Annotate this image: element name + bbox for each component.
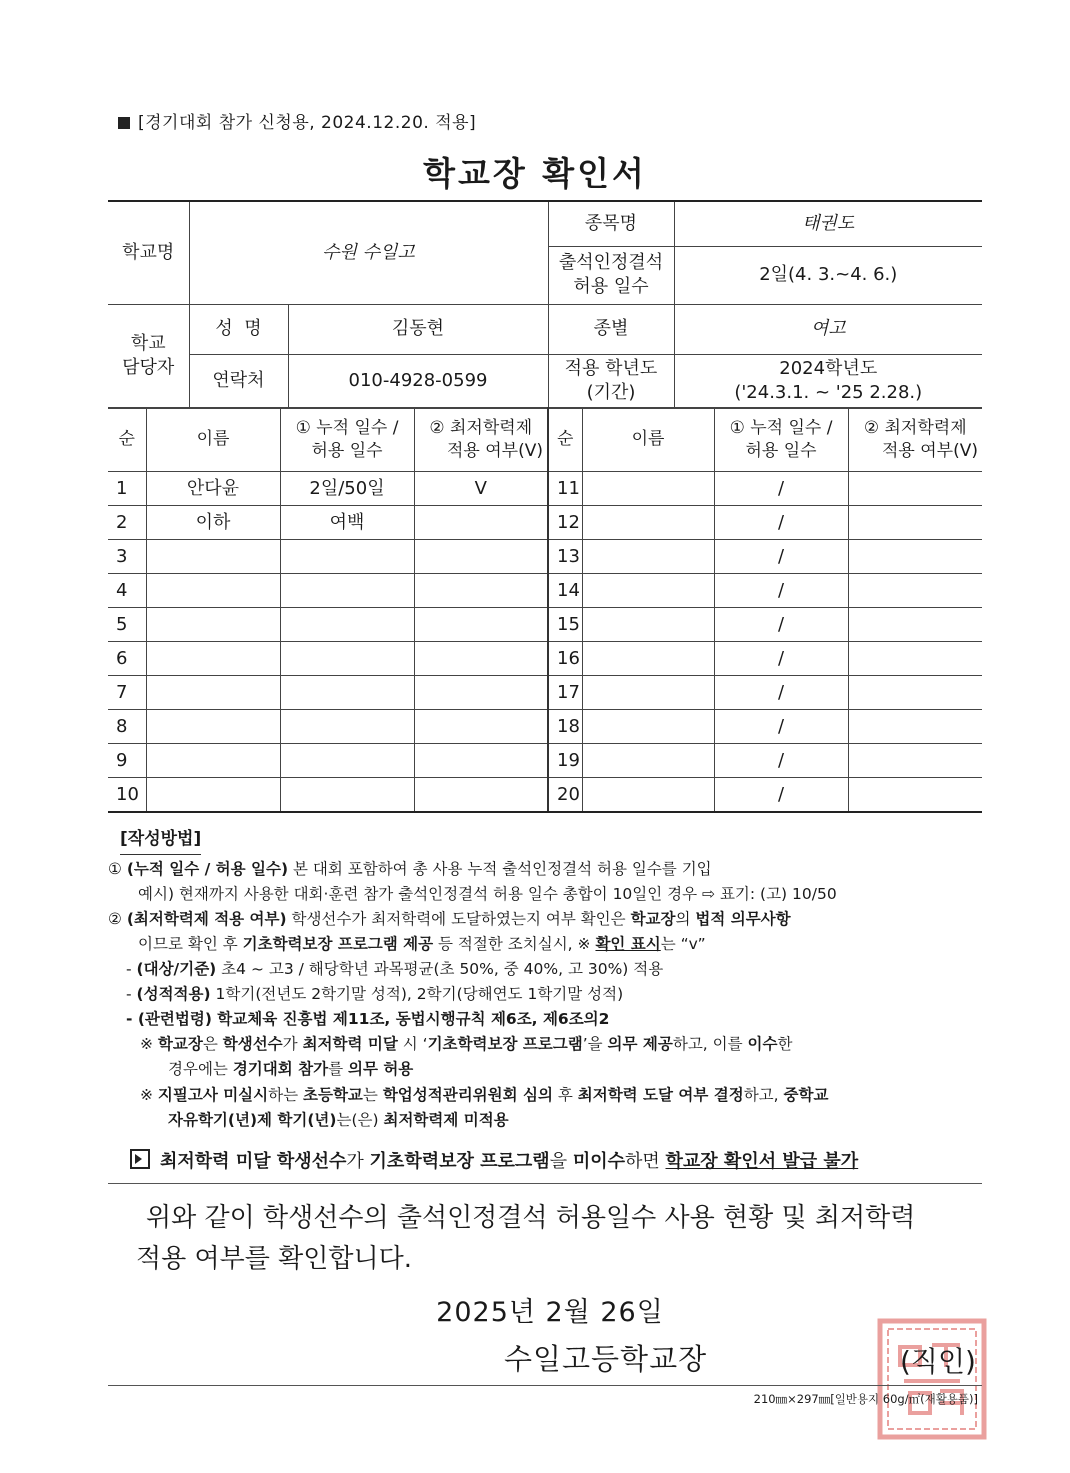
col-min-left: [414, 408, 548, 472]
table-row: [108, 574, 982, 608]
method-l8-b3: 최저학력 미달: [302, 1035, 398, 1054]
student-name-right: [582, 778, 714, 812]
method-l10-b4: 최저학력 도달 여부 결정: [577, 1085, 744, 1104]
table-row: [108, 506, 982, 540]
min-check-left: [414, 676, 548, 710]
notice-c: 기초학력보장 프로그램: [369, 1151, 550, 1172]
confirmation-statement: [136, 1198, 986, 1280]
min-check-right: [848, 642, 982, 676]
row-number-right: 14: [548, 574, 582, 608]
row-number-right: 16: [548, 642, 582, 676]
notice-g: 학교장 확인서 발급 불가: [665, 1151, 859, 1172]
col-no-right: 순: [548, 408, 582, 472]
student-name-left: [146, 574, 280, 608]
table-row: [108, 778, 982, 812]
notice-a: 최저학력 미달 학생선수: [160, 1151, 347, 1172]
method-l10-t5: 하고,: [743, 1085, 784, 1104]
student-name-left: 안다윤: [146, 472, 280, 506]
paper-spec-footer: 210㎜×297㎜[일반용지 60g/㎡(재활용품)]: [753, 1392, 978, 1406]
student-name-left: [146, 676, 280, 710]
method-l8-t7: 한: [777, 1035, 793, 1054]
student-name-left: 이하: [146, 506, 280, 540]
min-check-left: [414, 744, 548, 778]
row-number-right: 15: [548, 608, 582, 642]
year-label-line2: (기간): [586, 382, 636, 403]
row-number-right: 18: [548, 710, 582, 744]
min-check-left: [414, 574, 548, 608]
row-number-left: 4: [108, 574, 146, 608]
notice-b: 가: [346, 1151, 370, 1172]
student-name-left: [146, 710, 280, 744]
min-check-left: [414, 506, 548, 540]
student-name-right: [582, 744, 714, 778]
student-name-right: [582, 710, 714, 744]
method-l7-text: (관련법령) 학교체육 진흥법 제11조, 동법시행규칙 제6조, 제6조의2: [137, 1010, 610, 1029]
student-name-right: [582, 676, 714, 710]
row-number-left: 9: [108, 744, 146, 778]
manager-label: [108, 304, 189, 408]
min-check-right: [848, 472, 982, 506]
col-days-left-line2: 허용 일수: [311, 440, 383, 461]
notice-d: 을: [549, 1151, 573, 1172]
student-name-left: [146, 744, 280, 778]
min-check-left: [414, 710, 548, 744]
row-number-left: 5: [108, 608, 146, 642]
method-section: [108, 826, 988, 1133]
days-value-right: /: [714, 778, 848, 812]
student-name-left: [146, 608, 280, 642]
method-line-5: - (대상/기준) 초4 ~ 고3 / 해당학년 과목평균(초 50%, 중 40%, 고 30%) 적용: [126, 959, 664, 978]
days-value-right: /: [714, 676, 848, 710]
method-l6-bold: (성적적용): [136, 985, 211, 1004]
col-name-left: 이름: [146, 408, 280, 472]
divider-top: [108, 1183, 982, 1184]
method-line-7: - (관련법령) 학교체육 진흥법 제11조, 동법시행규칙 제6조, 제6조의2: [126, 1010, 610, 1029]
days-value-left: 여백: [280, 506, 414, 540]
year-value-line2: ('24.3.1. ~ '25 2.28.): [734, 382, 923, 403]
method-l6-text: 1학기(전년도 2학기말 성적), 2학기(당해연도 1학기말 성적): [210, 985, 624, 1004]
min-check-right: [848, 574, 982, 608]
contact-label: 연락처: [189, 354, 288, 408]
year-label-line1: 적용 학년도: [564, 357, 658, 379]
col-days-right: [714, 408, 848, 472]
student-name-left: [146, 642, 280, 676]
method-l3-b2: 학교장: [630, 909, 676, 928]
method-l8-b5: 의무 제공: [607, 1035, 673, 1054]
method-l3-b3: 법적 의무사항: [695, 909, 791, 928]
min-check-left: V: [414, 472, 548, 506]
min-check-left: [414, 778, 548, 812]
method-l4-t2: 등 적절한 조치실시, ※: [433, 934, 596, 953]
method-l10-b3: 학업성적관리위원회 심의: [382, 1085, 553, 1104]
student-name-right: [582, 506, 714, 540]
manager-label-line2: 담당자: [122, 357, 175, 378]
col-days-left-line1: ① 누적 일수 /: [295, 418, 399, 439]
method-l3-t2: 의: [675, 909, 696, 928]
days-value-left: [280, 608, 414, 642]
row-number-right: 17: [548, 676, 582, 710]
student-name-right: [582, 608, 714, 642]
arrow-box-icon: [130, 1149, 150, 1169]
method-l9-t1: 경우에는: [168, 1060, 233, 1079]
row-number-left: 2: [108, 506, 146, 540]
method-l9-t2: 를: [328, 1060, 348, 1079]
method-l8-t6: 하고, 이를: [672, 1035, 748, 1054]
method-l10-b1: 지필고사 미실시: [157, 1085, 269, 1104]
days-value-left: 2일/50일: [280, 472, 414, 506]
table-row: [108, 608, 982, 642]
method-l8-b2: 학생선수: [222, 1035, 283, 1054]
days-value-right: /: [714, 472, 848, 506]
days-value-left: [280, 676, 414, 710]
min-check-left: [414, 540, 548, 574]
row-number-right: 19: [548, 744, 582, 778]
method-line-11: [108, 1108, 988, 1133]
row-number-right: 11: [548, 472, 582, 506]
row-number-right: 13: [548, 540, 582, 574]
col-name-right: 이름: [582, 408, 714, 472]
col-min-right-line2: 적용 여부(V): [882, 440, 978, 461]
method-l11-b1: 자유학기(년)제 학기(년): [168, 1110, 337, 1129]
method-l4-t1: 이므로 확인 후: [138, 934, 243, 953]
min-check-right: [848, 710, 982, 744]
col-days-right-line1: ① 누적 일수 /: [729, 418, 833, 439]
header-note-text: [경기대회 참가 신청용, 2024.12.20. 적용]: [138, 113, 477, 133]
method-l8-t3: 가: [282, 1035, 303, 1054]
notice-f: 하면: [625, 1151, 666, 1172]
roster-table: [108, 407, 982, 813]
min-check-right: [848, 676, 982, 710]
days-value-left: [280, 744, 414, 778]
min-check-left: [414, 608, 548, 642]
min-check-right: [848, 778, 982, 812]
manager-label-line1: 학교: [130, 332, 166, 354]
days-value-right: /: [714, 744, 848, 778]
table-row: [108, 642, 982, 676]
days-value-right: /: [714, 710, 848, 744]
row-number-left: 3: [108, 540, 146, 574]
method-l8-t4: 시 ‘: [397, 1035, 428, 1054]
min-check-right: [848, 608, 982, 642]
method-l3-text: 학생선수가 최저학력에 도달하였는지 여부 확인은: [286, 909, 631, 928]
days-value-right: /: [714, 506, 848, 540]
notice-e: 미이수: [572, 1151, 625, 1172]
student-name-left: [146, 778, 280, 812]
name-value: 김동현: [288, 304, 548, 354]
days-value-right: /: [714, 608, 848, 642]
row-number-right: 20: [548, 778, 582, 812]
method-l10-t2: 하는: [268, 1085, 304, 1104]
col-days-left: [280, 408, 414, 472]
student-name-right: [582, 574, 714, 608]
method-l10-t1: ※: [140, 1085, 158, 1104]
gender-value: 여고: [674, 304, 982, 354]
contact-value: 010-4928-0599: [288, 354, 548, 408]
method-l8-t2: 은: [202, 1035, 223, 1054]
table-row: [108, 744, 982, 778]
method-l4-b1: 기초학력보장 프로그램 제공: [242, 934, 434, 953]
col-min-left-line2: 적용 여부(V): [447, 440, 543, 461]
method-line-8: [108, 1032, 988, 1057]
method-l11-b2: 최저학력제 미적용: [383, 1110, 509, 1129]
table-row: [108, 710, 982, 744]
circle-2-mark: ②: [108, 909, 122, 928]
method-line-6: - (성적적용) 1학기(전년도 2학기말 성적), 2학기(당해연도 1학기말 성적): [126, 985, 624, 1004]
student-name-right: [582, 540, 714, 574]
col-days-right-line2: 허용 일수: [745, 440, 817, 461]
gender-label: 종별: [548, 304, 674, 354]
divider-bottom: [108, 1385, 982, 1386]
year-value-line1: 2024학년도: [779, 357, 878, 379]
col-min-right-line1: ② 최저학력제: [863, 418, 967, 439]
row-number-left: 8: [108, 710, 146, 744]
sport-label: 종목명: [548, 201, 674, 246]
year-label: [548, 354, 674, 408]
statement-line-2: 적용 여부를 확인합니다.: [136, 1244, 412, 1275]
days-value-left: [280, 710, 414, 744]
method-line-1: [108, 857, 988, 882]
allowed-days-label: [548, 246, 674, 304]
allowed-days-label-line2: 허용 일수: [573, 276, 649, 297]
header-note: [118, 108, 476, 133]
days-value-left: [280, 778, 414, 812]
method-l4-t3: 는 “v”: [660, 934, 706, 953]
days-value-left: [280, 540, 414, 574]
school-label: 학교명: [108, 201, 189, 304]
info-table: [108, 200, 982, 409]
method-l1-text: 본 대회 포함하여 총 사용 누적 출석인정결석 허용 일수를 기입: [288, 859, 712, 878]
method-l8-b4: 기초학력보장 프로그램: [427, 1035, 583, 1054]
table-row: [108, 540, 982, 574]
days-value-left: [280, 642, 414, 676]
method-line-3: [108, 907, 988, 932]
statement-line-1: 위와 같이 학생선수의 출석인정결석 허용일수 사용 현황 및 최저학력: [146, 1203, 916, 1233]
issue-date: 2025년 2월 26일: [436, 1297, 664, 1328]
allowed-days-value: 2일(4. 3.~4. 6.): [674, 246, 982, 304]
days-value-left: [280, 574, 414, 608]
method-l3-bold: (최저학력제 적용 여부): [126, 909, 287, 928]
col-no-left: 순: [108, 408, 146, 472]
notice-line: [130, 1147, 858, 1173]
student-name-right: [582, 472, 714, 506]
method-l8-t5: ’을: [582, 1035, 608, 1054]
student-name-right: [582, 642, 714, 676]
method-l8-b1: 학교장: [157, 1035, 203, 1054]
year-value: [674, 354, 982, 408]
method-line-4: [108, 932, 988, 957]
name-label: 성 명: [189, 304, 288, 354]
method-l4-b2: 확인 표시: [595, 934, 661, 953]
min-check-right: [848, 744, 982, 778]
row-number-left: 10: [108, 778, 146, 812]
days-value-right: /: [714, 574, 848, 608]
method-l8-t1: ※: [140, 1035, 158, 1054]
row-number-left: 6: [108, 642, 146, 676]
method-l9-b2: 의무 허용: [347, 1060, 414, 1079]
min-check-right: [848, 506, 982, 540]
method-l11-t1: 는(은): [336, 1110, 384, 1129]
page-title: 학교장 확인서: [423, 154, 647, 193]
method-l10-b2: 초등학교: [303, 1085, 363, 1104]
days-value-right: /: [714, 642, 848, 676]
method-l1-bold: (누적 일수 / 허용 일수): [126, 859, 289, 878]
days-value-right: /: [714, 540, 848, 574]
sport-value: 태권도: [674, 201, 982, 246]
principal-title: 수일고등학교장: [504, 1342, 708, 1376]
col-min-left-line1: ② 최저학력제: [429, 418, 533, 439]
method-l9-b1: 경기대회 참가: [232, 1060, 329, 1079]
method-line-9: [108, 1057, 988, 1082]
method-line-10: [108, 1083, 988, 1108]
method-line-2: 예시) 현재까지 사용한 대회·훈련 참가 출석인정결석 허용 일수 총합이 10일인 경우 ⇨ 표기: (고) 10/50: [138, 884, 837, 903]
method-l5-bold: (대상/기준): [136, 959, 217, 978]
seal-label: (직인): [900, 1345, 976, 1378]
min-check-left: [414, 642, 548, 676]
table-row: [108, 472, 982, 506]
student-name-left: [146, 540, 280, 574]
school-value: 수원 수일고: [189, 201, 548, 304]
allowed-days-label-line1: 출석인정결석: [558, 251, 664, 273]
row-number-left: 1: [108, 472, 146, 506]
method-l10-b5: 중학교: [783, 1085, 829, 1104]
roster-header-row: [108, 408, 982, 472]
min-check-right: [848, 540, 982, 574]
table-row: [108, 676, 982, 710]
method-l8-b6: 이수: [747, 1035, 778, 1054]
method-l10-t3: 는: [362, 1085, 383, 1104]
square-bullet-icon: [118, 117, 130, 129]
method-title: [작성방법]: [120, 826, 201, 855]
method-l10-t4: 후: [552, 1085, 578, 1104]
row-number-right: 12: [548, 506, 582, 540]
row-number-left: 7: [108, 676, 146, 710]
col-min-right: [848, 408, 982, 472]
circle-1-mark: ①: [108, 859, 122, 878]
method-l5-text: 초4 ~ 고3 / 해당학년 과목평균(초 50%, 중 40%, 고 30%) 적용: [216, 959, 664, 978]
